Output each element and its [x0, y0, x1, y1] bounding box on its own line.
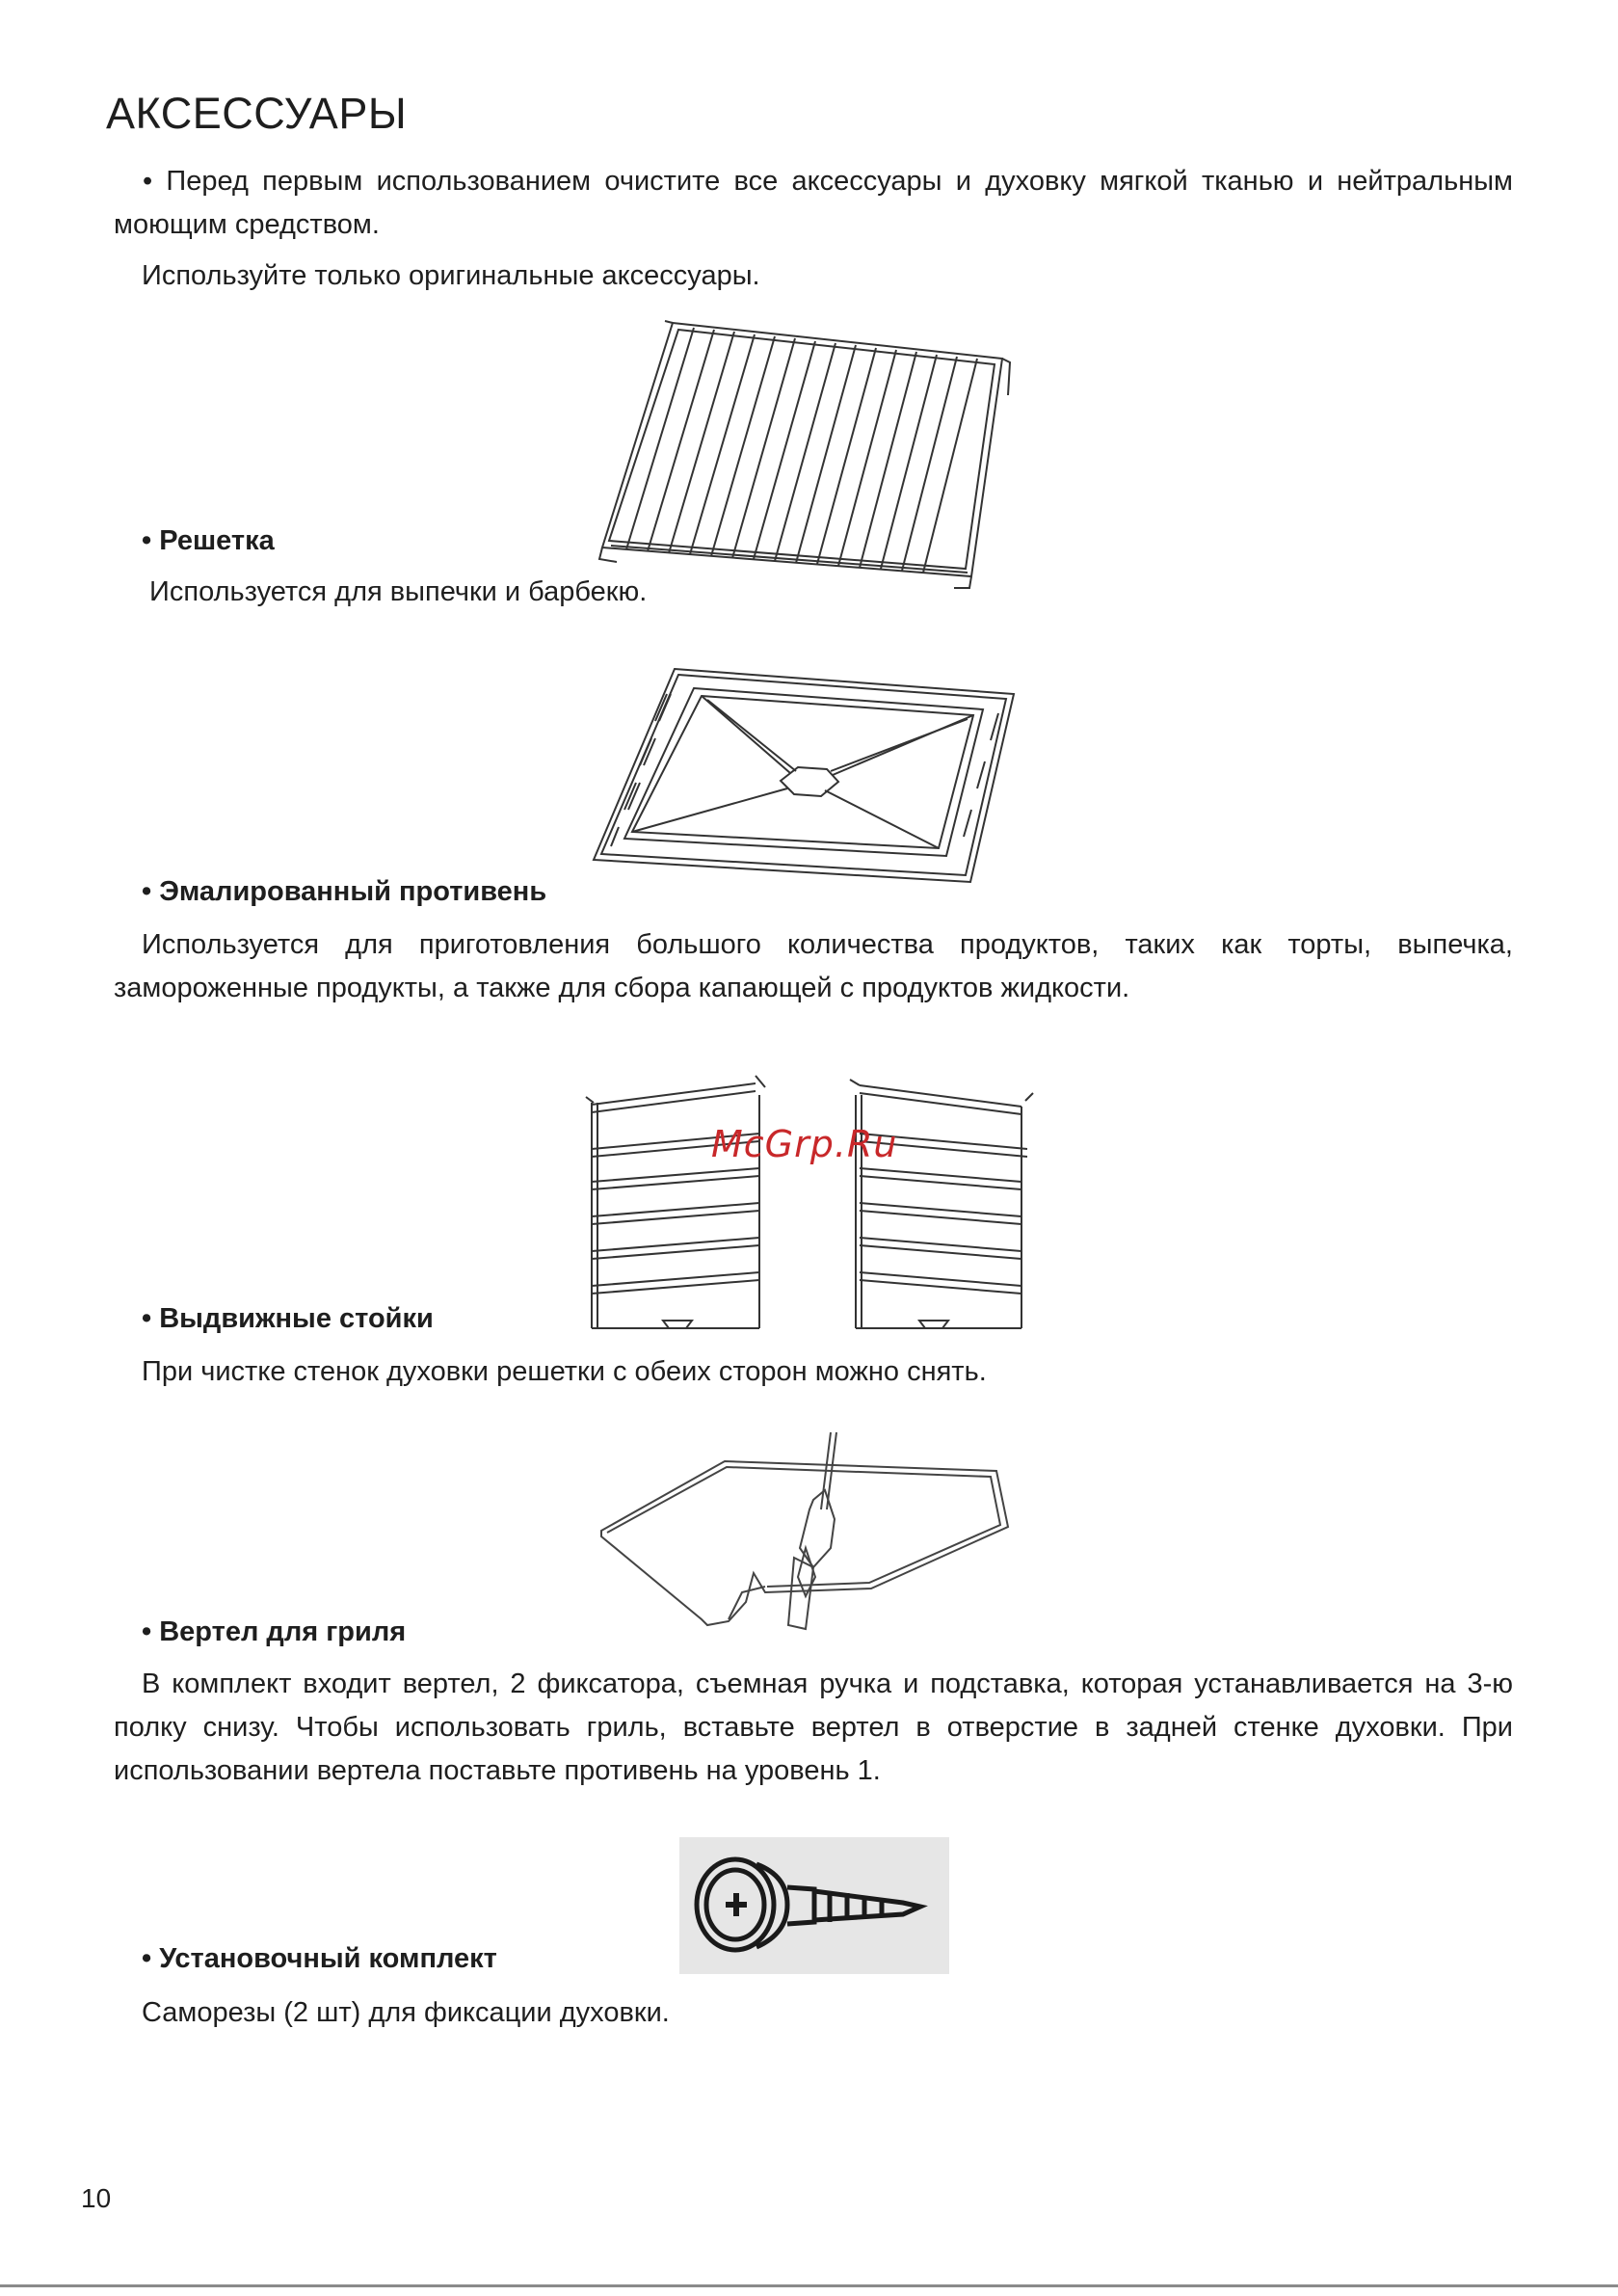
page-number: 10 [81, 2183, 112, 2213]
wire-rack-icon [597, 318, 1012, 590]
accessory-label-rack: • Решетка [142, 525, 275, 556]
accessory-desc-side-racks: При чистке стенок духовки решетки с обеих сторон можно снять. [142, 1356, 987, 1387]
accessory-desc-rack: Используется для выпечки и барбекю. [142, 576, 648, 607]
original-accessories-note: Используйте только оригинальные аксессуары. [142, 260, 760, 291]
accessory-desc-tray: Используется для приготовления большого количества продуктов, таких как торты, выпечка, замороженные продукты, а также для сбора капающей с продуктов жидкости. [114, 929, 1513, 1003]
side-racks-icon [586, 1076, 1035, 1332]
rotisserie-spit-icon [596, 1432, 1020, 1631]
accessory-label-spit: • Вертел для гриля [142, 1616, 407, 1647]
accessory-desc-install-kit: Саморезы (2 шт) для фиксации духовки. [142, 1997, 670, 2028]
accessory-label-side-racks: • Выдвижные стойки [142, 1303, 434, 1334]
watermark: McGrp.Ru [711, 1123, 898, 1165]
accessory-label-install-kit: • Установочный комплект [142, 1943, 497, 1974]
page-title: АКСЕССУАРЫ [106, 89, 408, 138]
accessory-label-tray: • Эмалированный противень [142, 876, 547, 907]
enamel-tray-icon [590, 665, 1019, 885]
intro-text: • Перед первым использованием очистите все аксессуары и духовку мягкой тканью и нейтральным моющим средством. [114, 166, 1513, 240]
page-bottom-divider [0, 2284, 1618, 2287]
screw-icon [679, 1837, 949, 1974]
accessory-desc-spit: В комплект входит вертел, 2 фиксатора, съемная ручка и подставка, которая устанавливается на 3-ю полку снизу. Чтобы использовать гриль, вставьте вертел в отверстие в задней стенке духовки. При использовании вертела поставьте противень на уровень 1. [114, 1669, 1513, 1786]
